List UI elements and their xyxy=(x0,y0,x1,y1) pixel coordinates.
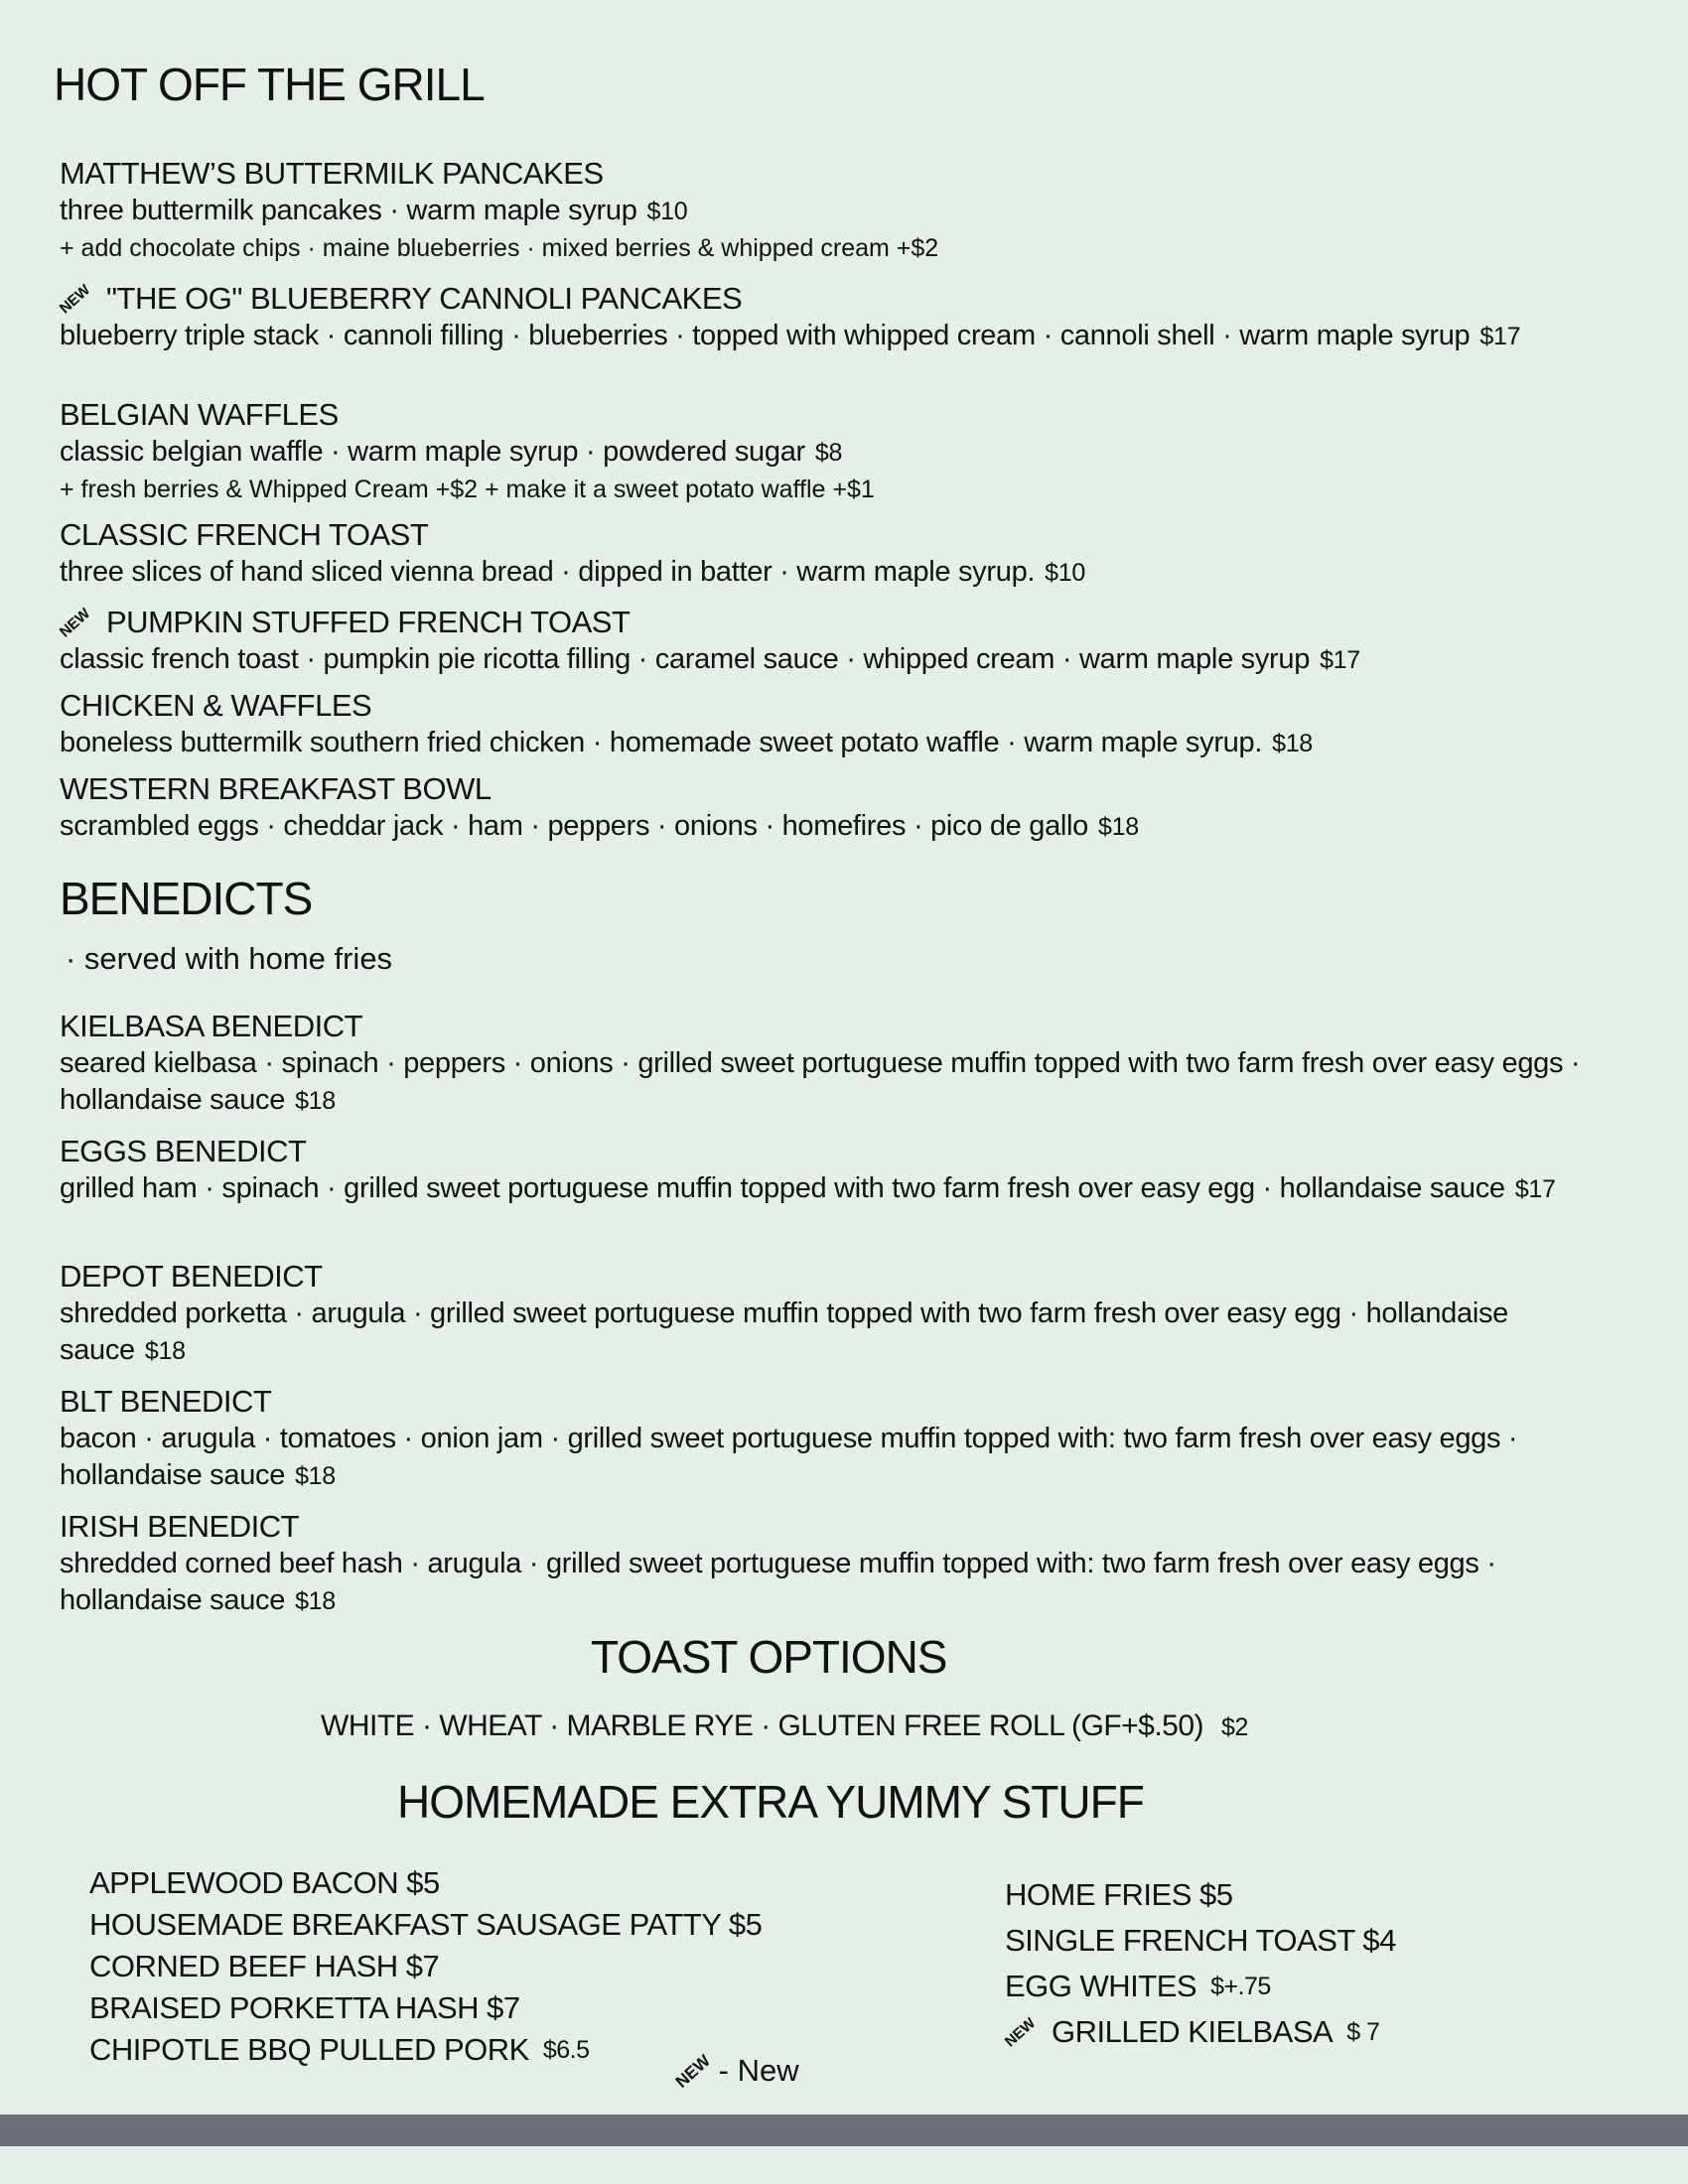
menu-item-pumpkin-stuffed-french-toast xyxy=(56,604,1648,679)
item-name: IRISH BENEDICT xyxy=(60,1509,300,1544)
new-badge-icon: NEW xyxy=(56,604,94,641)
item-name: MATTHEW’S BUTTERMILK PANCAKES xyxy=(60,156,604,191)
legend-text: - New xyxy=(718,2053,799,2088)
item-price: $18 xyxy=(295,1587,336,1615)
item-description xyxy=(60,318,1648,355)
item-description xyxy=(60,434,1648,472)
extras-item-corned-beef-hash: CORNED BEEF HASH $7 xyxy=(89,1949,440,1983)
footer-bar xyxy=(0,2115,1688,2146)
menu-item-depot-benedict xyxy=(60,1258,1648,1370)
item-name: CHICKEN & WAFFLES xyxy=(60,688,372,723)
new-badge-icon: NEW xyxy=(1001,2013,1040,2051)
item-name: EGGS BENEDICT xyxy=(60,1134,307,1168)
item-price: $18 xyxy=(1272,730,1313,757)
item-desc-text: blueberry triple stack · cannoli filling · blueberries · topped with whipped cream · cannoli shell · warm maple syrup xyxy=(60,320,1471,351)
extras-item-pulled-pork xyxy=(89,2029,762,2071)
extras-item-name: EGG WHITES xyxy=(1005,1969,1197,2003)
item-description xyxy=(60,1546,1609,1620)
toast-options-price: $2 xyxy=(1221,1713,1248,1741)
menu-item-western-breakfast-bowl xyxy=(60,770,1648,846)
extras-item-grilled-kielbasa xyxy=(1001,2009,1396,2055)
extras-item-price: $ 7 xyxy=(1346,2018,1380,2046)
menu-item-chicken-and-waffles xyxy=(60,687,1648,762)
extras-item-home-fries: HOME FRIES $5 xyxy=(1005,1877,1233,1912)
item-description xyxy=(60,641,1648,679)
item-price: $18 xyxy=(295,1087,336,1115)
extras-item-egg-whites xyxy=(1005,1964,1396,2009)
item-description xyxy=(60,1421,1609,1495)
menu-item-belgian-waffles xyxy=(60,396,1648,507)
toast-options-line xyxy=(321,1709,1248,1743)
item-desc-text: scrambled eggs · cheddar jack · ham · peppers · onions · homefires · pico de gallo xyxy=(60,810,1089,842)
item-desc-text: grilled ham · spinach · grilled sweet portuguese muffin topped with two farm fresh over easy egg · hollandaise sauce xyxy=(60,1172,1505,1204)
item-description xyxy=(60,1045,1609,1120)
item-description xyxy=(60,554,1648,592)
new-legend xyxy=(671,2050,799,2092)
item-price: $10 xyxy=(1045,559,1085,587)
item-desc-text: shredded corned beef hash · arugula · grilled sweet portuguese muffin topped with: two farm fresh over easy eggs · hollandaise sauce xyxy=(60,1548,1496,1616)
menu-item-kielbasa-benedict xyxy=(60,1008,1648,1120)
item-name: WESTERN BREAKFAST BOWL xyxy=(60,771,492,806)
item-name: PUMPKIN STUFFED FRENCH TOAST xyxy=(106,605,631,639)
item-desc-text: seared kielbasa · spinach · peppers · onions · grilled sweet portuguese muffin topped with two farm fresh over easy eggs · hollandaise sauce xyxy=(60,1047,1581,1116)
extras-item-name: GRILLED KIELBASA xyxy=(1052,2014,1334,2049)
item-desc-text: classic french toast · pumpkin pie ricotta filling · caramel sauce · whipped cream · warm maple syrup xyxy=(60,643,1311,675)
item-name: DEPOT BENEDICT xyxy=(60,1259,323,1294)
menu-item-classic-french-toast xyxy=(60,516,1648,592)
menu-item-irish-benedict xyxy=(60,1508,1648,1620)
item-price: $18 xyxy=(1098,813,1139,841)
new-badge-icon: NEW xyxy=(671,2050,714,2092)
extras-right-column xyxy=(1001,1872,1396,2055)
extras-item-price: $6.5 xyxy=(542,2036,590,2064)
section-title-benedicts: BENEDICTS xyxy=(60,873,313,924)
extras-item-name: CHIPOTLE BBQ PULLED PORK xyxy=(89,2032,529,2067)
item-description xyxy=(60,1170,1648,1208)
toast-options-text: WHITE · WHEAT · MARBLE RYE · GLUTEN FREE ROLL (GF+$.50) xyxy=(321,1709,1204,1742)
item-desc-text: three buttermilk pancakes · warm maple syrup xyxy=(60,195,637,226)
section-title-toast-options: TOAST OPTIONS xyxy=(591,1631,947,1683)
item-description xyxy=(60,808,1648,846)
item-price: $17 xyxy=(1514,1175,1556,1203)
menu-item-buttermilk-pancakes xyxy=(60,155,1648,266)
section-title-extras: HOMEMADE EXTRA YUMMY STUFF xyxy=(397,1776,1144,1828)
item-price: $17 xyxy=(1479,323,1521,350)
item-name: BELGIAN WAFFLES xyxy=(60,397,339,432)
benedicts-note: · served with home fries xyxy=(66,941,393,976)
item-name: "THE OG" BLUEBERRY CANNOLI PANCAKES xyxy=(106,281,743,316)
item-desc-text: three slices of hand sliced vienna bread · dipped in batter · warm maple syrup. xyxy=(60,556,1036,588)
extras-item-price: $+.75 xyxy=(1210,1973,1271,2000)
extras-item-single-french-toast: SINGLE FRENCH TOAST $4 xyxy=(1005,1923,1396,1958)
item-price: $18 xyxy=(295,1462,336,1490)
item-price: $10 xyxy=(646,198,688,225)
item-price: $18 xyxy=(144,1337,186,1365)
menu-item-blt-benedict xyxy=(60,1383,1648,1495)
item-desc-text: classic belgian waffle · warm maple syrup · powdered sugar xyxy=(60,436,805,468)
extras-item-sausage-patty: HOUSEMADE BREAKFAST SAUSAGE PATTY $5 xyxy=(89,1907,763,1942)
item-description xyxy=(60,1296,1609,1370)
item-addon: + add chocolate chips · maine blueberries · mixed berries & whipped cream +$2 xyxy=(60,234,939,262)
item-price: $17 xyxy=(1320,646,1360,674)
item-description xyxy=(60,725,1648,762)
item-name-row xyxy=(56,280,1648,318)
item-name: CLASSIC FRENCH TOAST xyxy=(60,517,429,552)
item-description xyxy=(60,193,1648,230)
item-desc-text: shredded porketta · arugula · grilled sweet portuguese muffin topped with two farm fresh over easy egg · hollandaise sauce xyxy=(60,1297,1508,1366)
item-name: BLT BENEDICT xyxy=(60,1384,272,1419)
item-name: KIELBASA BENEDICT xyxy=(60,1009,363,1043)
extras-left-column xyxy=(89,1862,762,2071)
item-name-row xyxy=(56,604,1648,641)
menu-item-eggs-benedict xyxy=(60,1133,1648,1208)
item-price: $8 xyxy=(814,439,843,467)
new-badge-icon: NEW xyxy=(56,280,94,318)
extras-item-porketta-hash: BRAISED PORKETTA HASH $7 xyxy=(89,1990,520,2025)
section-title-hot-off-the-grill: HOT OFF THE GRILL xyxy=(54,59,485,110)
extras-item-applewood-bacon: APPLEWOOD BACON $5 xyxy=(89,1865,440,1900)
item-desc-text: bacon · arugula · tomatoes · onion jam · grilled sweet portuguese muffin topped with: two farm fresh over easy eggs · hollandaise sauce xyxy=(60,1423,1518,1491)
menu-item-og-blueberry-cannoli-pancakes xyxy=(56,280,1648,355)
item-addon: + fresh berries & Whipped Cream +$2 + make it a sweet potato waffle +$1 xyxy=(60,476,875,503)
item-desc-text: boneless buttermilk southern fried chicken · homemade sweet potato waffle · warm maple syrup. xyxy=(60,727,1263,758)
